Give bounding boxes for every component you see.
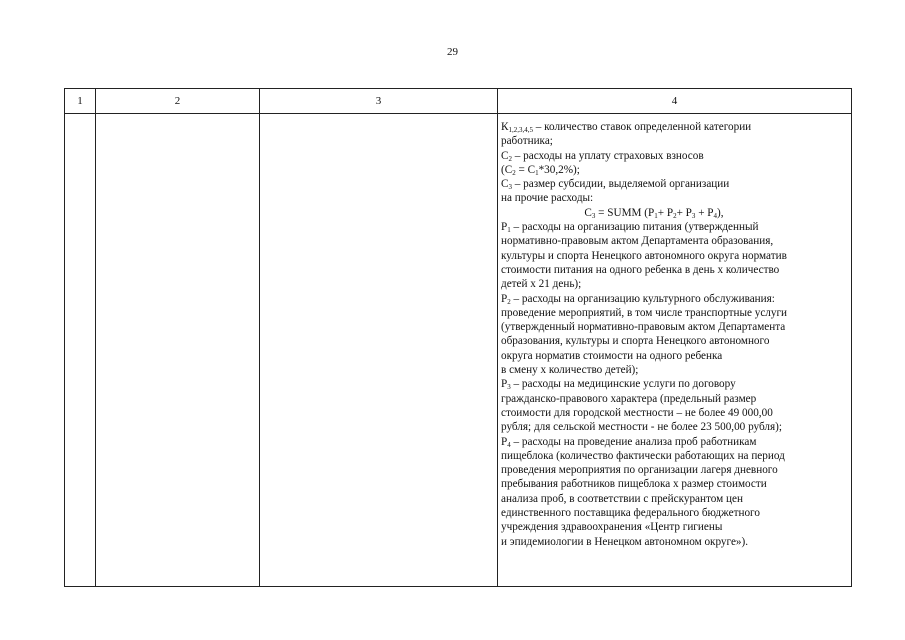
text-line-p4 bbox=[501, 435, 847, 449]
subscript: 1,2,3,4,5 bbox=[508, 126, 533, 134]
text-line-p4b bbox=[501, 449, 847, 463]
text-line-p1b bbox=[501, 234, 847, 248]
text-line-c2f bbox=[501, 163, 847, 177]
subscript: 4 bbox=[713, 211, 718, 220]
subscript: 1 bbox=[535, 168, 539, 177]
text-fragment: + Р bbox=[657, 206, 674, 219]
subscript: 2 bbox=[512, 168, 516, 177]
cell-column-2 bbox=[96, 114, 260, 587]
text-fragment: – расходы на уплату страховых взносов bbox=[511, 149, 704, 162]
text-fragment: работника; bbox=[501, 135, 553, 148]
text-fragment: (утвержденный нормативно-правовым актом Департамента bbox=[501, 321, 786, 334]
text-fragment: анализа проб, в соответствии с прейскурантом цен bbox=[501, 492, 743, 505]
text-fragment: пребывания работников пищеблока х размер стоимости bbox=[501, 478, 767, 491]
text-fragment: – расходы на организацию питания (утвержденный bbox=[510, 221, 759, 234]
text-fragment: пищеблока (количество фактически работающих на период bbox=[501, 449, 785, 462]
text-line-p1c bbox=[501, 249, 847, 263]
text-fragment: – расходы на медицинские услуги по договору bbox=[510, 378, 736, 391]
subscript: 4 bbox=[507, 440, 511, 449]
text-fragment: *30,2%); bbox=[538, 163, 580, 176]
subscript: 2 bbox=[508, 154, 512, 163]
text-fragment: К bbox=[501, 121, 509, 133]
text-line-p4e bbox=[501, 492, 847, 506]
document-table bbox=[64, 88, 852, 587]
text-fragment: = SUMM (Р bbox=[595, 206, 655, 219]
text-fragment: (С bbox=[501, 163, 513, 176]
text-fragment: – размер субсидии, выделяемой организации bbox=[511, 178, 730, 191]
cell-column-4 bbox=[498, 114, 852, 587]
text-line-p4g bbox=[501, 520, 847, 534]
cell-column-3 bbox=[260, 114, 498, 587]
table-row bbox=[65, 114, 852, 587]
subscript: 1 bbox=[654, 211, 658, 220]
cell-column-1 bbox=[65, 114, 96, 587]
subscript: 3 bbox=[691, 211, 696, 220]
subscript: 1 bbox=[507, 226, 511, 235]
subscript: 2 bbox=[507, 297, 511, 306]
text-fragment: + Р bbox=[676, 206, 692, 219]
text-fragment: проведения мероприятия по организации лагеря дневного bbox=[501, 464, 778, 477]
text-line-p1e bbox=[501, 277, 847, 291]
text-fragment: + Р bbox=[695, 206, 714, 219]
text-fragment: на прочие расходы: bbox=[501, 192, 594, 205]
text-fragment: проведение мероприятий, в том числе транспортные услуги bbox=[501, 306, 788, 319]
text-line-p2 bbox=[501, 292, 847, 306]
text-line-p3b bbox=[501, 392, 847, 406]
text-fragment: С bbox=[501, 149, 509, 162]
text-line-p4h bbox=[501, 535, 847, 549]
text-line-p2b bbox=[501, 306, 847, 320]
text-line-p4f bbox=[501, 506, 847, 520]
text-line-k2 bbox=[501, 134, 847, 148]
table-header-row bbox=[65, 89, 852, 114]
text-line-p3d bbox=[501, 420, 847, 434]
text-line-c3f bbox=[501, 206, 847, 220]
text-fragment: – количество ставок определенной категории bbox=[532, 121, 752, 133]
subscript: 2 bbox=[673, 211, 677, 220]
text-line-p3c bbox=[501, 406, 847, 420]
text-fragment: культуры и спорта Ненецкого автономного округа норматив bbox=[501, 249, 787, 262]
text-fragment: в смену х количество детей); bbox=[501, 364, 639, 377]
text-fragment: нормативно-правовым актом Департамента образования, bbox=[501, 235, 774, 248]
text-fragment: ), bbox=[717, 206, 724, 219]
text-line-p2c bbox=[501, 320, 847, 334]
text-line-p1 bbox=[501, 220, 847, 234]
text-fragment: стоимости питания на одного ребенка в день х количество bbox=[501, 263, 780, 276]
text-fragment: Р bbox=[501, 435, 508, 448]
text-line-c3 bbox=[501, 177, 847, 191]
text-fragment: стоимости для городской местности – не более 49 000,00 bbox=[501, 406, 773, 419]
text-fragment: образования, культуры и спорта Ненецкого автономного bbox=[501, 335, 770, 348]
text-line-p2f bbox=[501, 363, 847, 377]
text-line-p3 bbox=[501, 377, 847, 391]
text-line-p4d bbox=[501, 477, 847, 491]
text-fragment: округа норматив стоимости на одного ребенка bbox=[501, 349, 723, 362]
text-fragment: = С bbox=[515, 163, 536, 176]
text-fragment: детей х 21 день); bbox=[501, 278, 582, 291]
text-fragment: Р bbox=[501, 292, 508, 305]
text-line-c3b bbox=[501, 191, 847, 205]
text-line-p2d bbox=[501, 334, 847, 348]
text-fragment: учреждения здравоохранения «Центр гигиены bbox=[501, 521, 723, 534]
page-number: 29 bbox=[447, 46, 458, 58]
text-fragment: единственного поставщика федерального бюджетного bbox=[501, 507, 760, 520]
text-fragment: Р bbox=[501, 221, 508, 234]
formula-description-text bbox=[501, 120, 847, 549]
subscript: 3 bbox=[507, 383, 511, 392]
text-fragment: – расходы на организацию культурного обслуживания: bbox=[510, 292, 775, 305]
subscript: 3 bbox=[508, 183, 512, 192]
text-fragment: С bbox=[501, 178, 509, 191]
column-header-2: 2 bbox=[96, 89, 260, 114]
text-line-p4c bbox=[501, 463, 847, 477]
column-header-3: 3 bbox=[260, 89, 498, 114]
text-fragment: гражданско-правового характера (предельный размер bbox=[501, 392, 757, 405]
text-line-c2 bbox=[501, 149, 847, 163]
text-fragment: Р bbox=[501, 378, 508, 391]
text-line-p1d bbox=[501, 263, 847, 277]
text-line-p2e bbox=[501, 349, 847, 363]
text-fragment: С bbox=[584, 206, 592, 219]
text-fragment: рубля; для сельской местности - не более 23 500,00 рубля); bbox=[501, 421, 782, 434]
text-fragment: – расходы на проведение анализа проб работникам bbox=[510, 435, 757, 448]
text-fragment: и эпидемиологии в Ненецком автономном округе»). bbox=[501, 535, 749, 548]
text-line-k bbox=[501, 120, 847, 134]
subscript: 3 bbox=[591, 211, 596, 220]
column-header-1: 1 bbox=[65, 89, 96, 114]
column-header-4: 4 bbox=[498, 89, 852, 114]
